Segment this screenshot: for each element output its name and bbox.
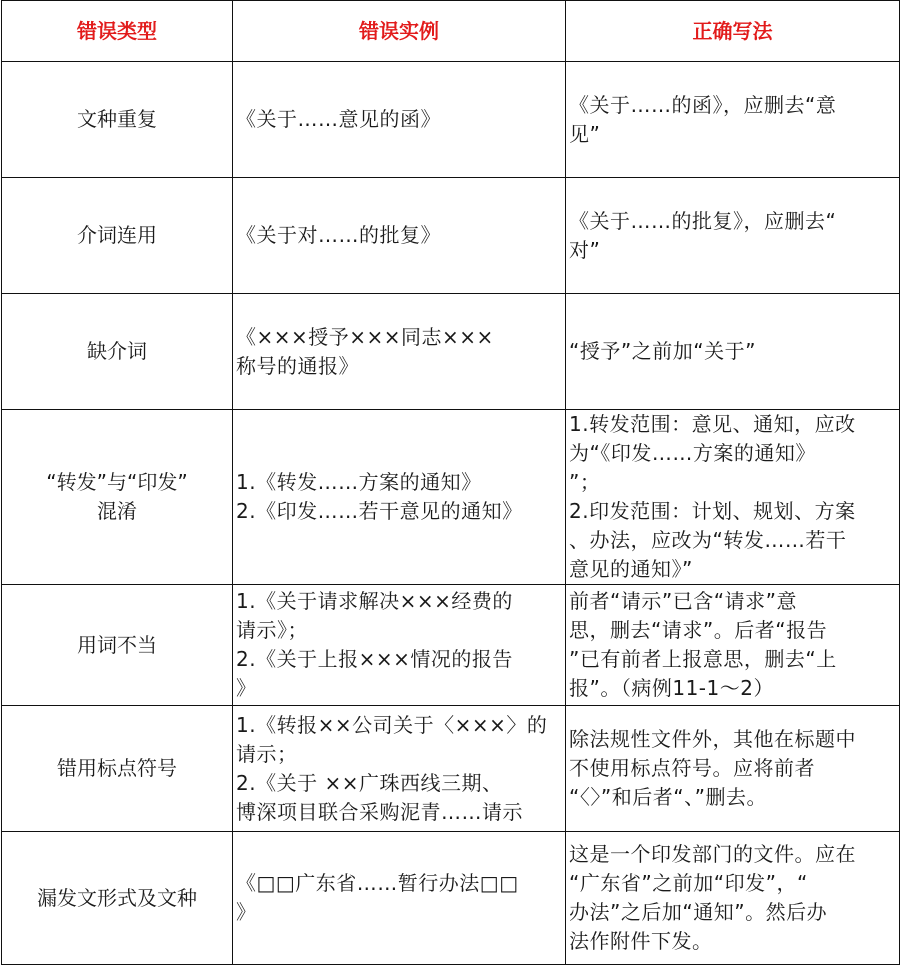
correct-form-text: 见” bbox=[569, 121, 601, 146]
error-type-cell bbox=[2, 585, 233, 706]
error-example-cell bbox=[233, 294, 566, 410]
error-example-text: 2.《印发……若干意见的通知》 bbox=[236, 499, 523, 523]
correct-form-text: “〈〉”和后者“、”删去。 bbox=[569, 785, 767, 809]
error-type-text: 缺介词 bbox=[87, 339, 147, 363]
error-example-cell bbox=[233, 832, 566, 965]
correct-form-text: 除法规性文件外，其他在标题中 bbox=[569, 727, 856, 751]
error-example-cell bbox=[233, 62, 566, 178]
error-example-text: 《□□广东省……暂行办法□□ bbox=[236, 871, 519, 895]
error-example-text: 1.《转报××公司关于〈×××〉的 bbox=[236, 712, 548, 737]
error-example-text: 请示； bbox=[236, 741, 298, 766]
correct-form-cell bbox=[566, 62, 900, 178]
table-row bbox=[2, 62, 900, 178]
correct-form-cell bbox=[566, 178, 900, 294]
table-row bbox=[2, 832, 900, 965]
error-type-cell bbox=[2, 294, 233, 410]
header-correct-form: 正确写法 bbox=[566, 1, 900, 62]
correct-form-cell bbox=[566, 706, 900, 832]
correct-form-text: ”； bbox=[569, 470, 601, 494]
error-example-cell bbox=[233, 706, 566, 832]
error-type-text: 漏发文形式及文种 bbox=[37, 885, 197, 910]
error-type-text: “转发”与“印发” bbox=[46, 470, 188, 494]
correct-form-text: “广东省”之前加“印发”，“ bbox=[569, 871, 808, 895]
table-row bbox=[2, 585, 900, 706]
table-row bbox=[2, 294, 900, 410]
error-type-cell bbox=[2, 706, 233, 832]
table-row bbox=[2, 178, 900, 294]
correct-form-text: 办法”之后加“通知”。然后办 bbox=[569, 900, 828, 924]
error-type-text: 用词不当 bbox=[77, 632, 157, 657]
error-type-cell bbox=[2, 410, 233, 585]
error-type-text: 介词连用 bbox=[77, 223, 157, 247]
table-row bbox=[2, 706, 900, 832]
header-error-type: 错误类型 bbox=[2, 1, 233, 62]
error-example-text: 《×××授予×××同志××× bbox=[236, 324, 494, 349]
correct-form-text: ”已有前者上报意思，删去“上 bbox=[569, 647, 837, 671]
error-example-text: 》 bbox=[236, 676, 257, 700]
error-example-text: 《关于对……的批复》 bbox=[236, 223, 441, 247]
error-example-text: 1.《转发……方案的通知》 bbox=[236, 470, 482, 494]
correct-form-cell bbox=[566, 832, 900, 965]
correct-form-text: 前者“请示”已含“请求”意 bbox=[569, 589, 797, 613]
correct-form-text: “授予”之前加“关于” bbox=[569, 339, 756, 363]
correct-form-text: 、办法，应改为“转发……若干 bbox=[569, 528, 847, 552]
error-example-text: 请示》； bbox=[236, 618, 308, 642]
error-type-text: 文种重复 bbox=[77, 107, 157, 131]
correct-form-text: 不使用标点符号。应将前者 bbox=[569, 756, 815, 780]
error-example-cell bbox=[233, 178, 566, 294]
correct-form-text: 2.印发范围：计划、规划、方案 bbox=[569, 499, 856, 523]
correct-form-text: 这是一个印发部门的文件。应在 bbox=[569, 842, 856, 866]
header-error-example: 错误实例 bbox=[233, 1, 566, 62]
correct-form-text: 法作附件下发。 bbox=[569, 929, 713, 953]
correct-form-text: 思，删去“请求”。后者“报告 bbox=[569, 618, 828, 642]
error-type-text: 错用标点符号 bbox=[57, 756, 177, 780]
error-type-cell bbox=[2, 178, 233, 294]
correct-form-text: 为“《印发……方案的通知》 bbox=[569, 441, 816, 465]
error-type-cell bbox=[2, 62, 233, 178]
correct-form-cell bbox=[566, 410, 900, 585]
error-type-cell bbox=[2, 832, 233, 965]
correct-form-text: 对” bbox=[569, 237, 601, 262]
table-row bbox=[2, 410, 900, 585]
error-type-text: 混淆 bbox=[97, 499, 137, 523]
correct-form-text: 意见的通知》” bbox=[569, 557, 693, 581]
error-example-text: 博深项目联合采购泥青……请示 bbox=[236, 799, 523, 824]
header-row bbox=[2, 1, 900, 62]
error-example-text: 2.《关于 ××广珠西线三期、 bbox=[236, 770, 503, 795]
correct-form-text: 《关于……的批复》，应删去“ bbox=[569, 208, 837, 233]
error-example-cell bbox=[233, 585, 566, 706]
error-example-text: 2.《关于上报×××情况的报告 bbox=[236, 647, 513, 671]
error-example-text: 《关于……意见的函》 bbox=[236, 107, 441, 131]
error-table bbox=[1, 0, 900, 965]
correct-form-text: 《关于……的函》，应删去“意 bbox=[569, 92, 837, 117]
error-example-text: 称号的通报》 bbox=[236, 353, 359, 378]
error-example-text: 1.《关于请求解决×××经费的 bbox=[236, 589, 513, 613]
error-example-cell bbox=[233, 410, 566, 585]
correct-form-cell bbox=[566, 294, 900, 410]
error-example-text: 》 bbox=[236, 900, 257, 924]
correct-form-cell bbox=[566, 585, 900, 706]
correct-form-text: 报”。（病例11-1～2） bbox=[569, 676, 774, 700]
correct-form-text: 1.转发范围：意见、通知，应改 bbox=[569, 412, 856, 436]
